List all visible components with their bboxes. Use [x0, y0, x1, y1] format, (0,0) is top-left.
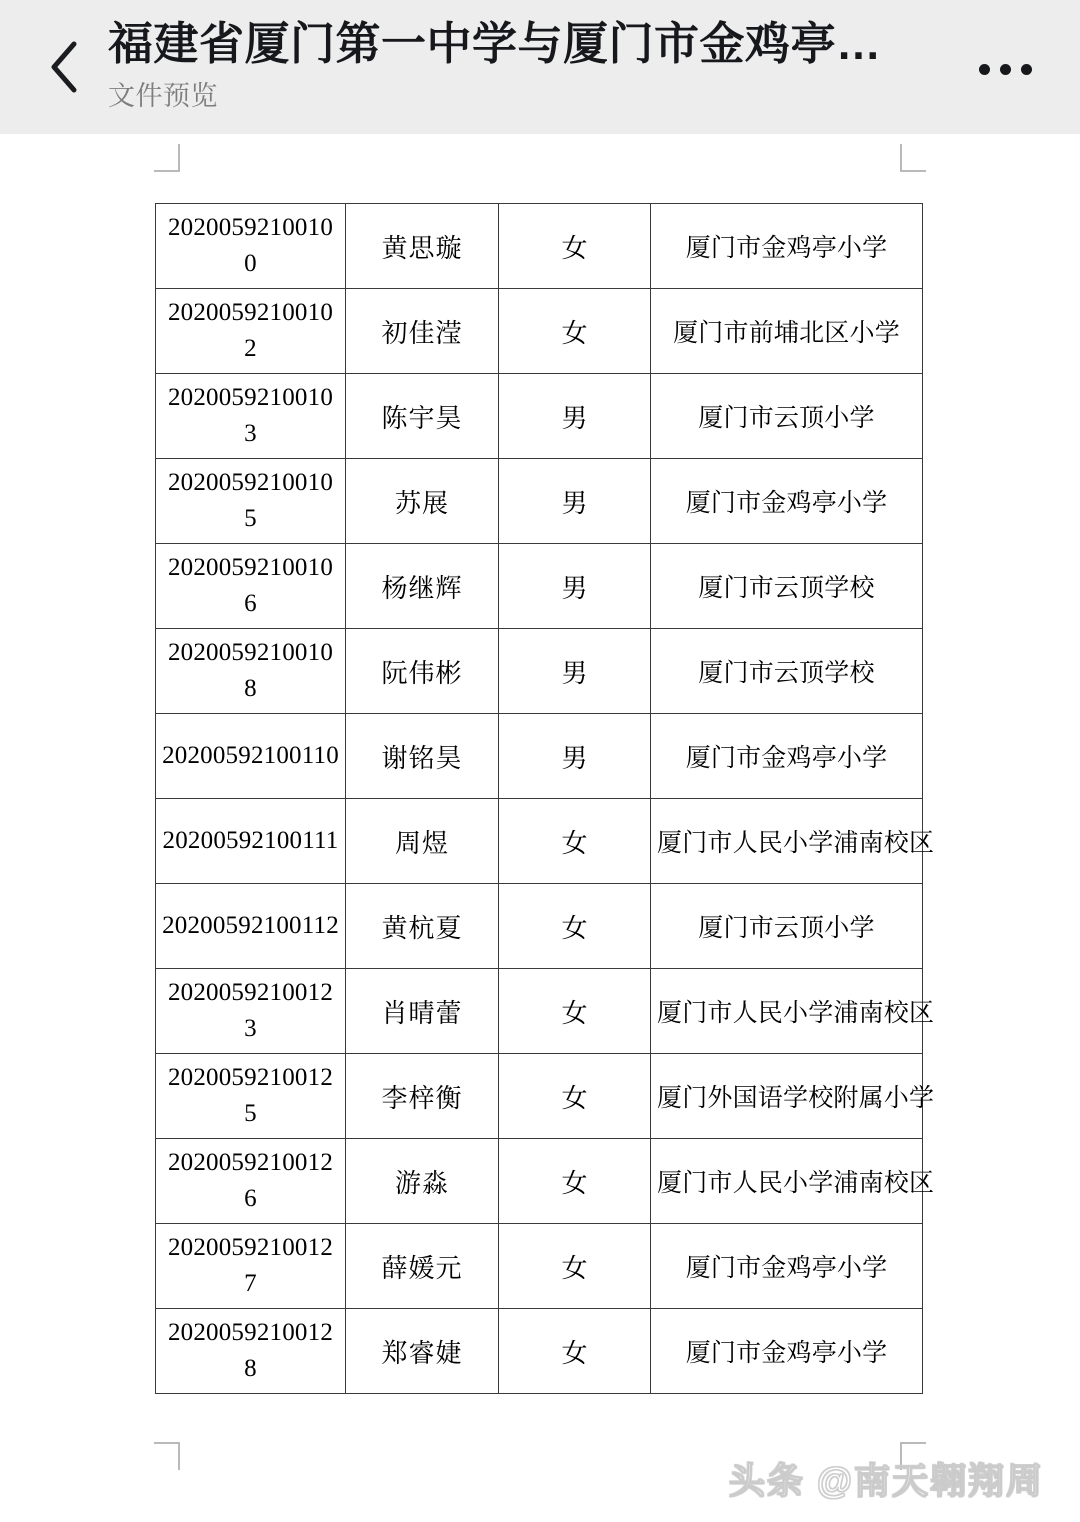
cell-name-text: 谢铭昊 — [381, 743, 463, 773]
more-horizontal-icon-dot-3 — [1021, 64, 1032, 75]
cell-id-text: 20200592100128 — [167, 1319, 334, 1382]
cell-gender-text: 女 — [561, 1253, 588, 1283]
table-cell-school — [651, 374, 923, 459]
page-corner-mark-top-right — [900, 144, 940, 184]
cell-name-text: 初佳滢 — [381, 318, 463, 348]
table-cell-name — [346, 544, 499, 629]
app-bar-text-block — [108, 16, 908, 113]
cell-name-text: 黄杭夏 — [381, 913, 463, 943]
cell-id-text: 20200592100103 — [167, 384, 334, 447]
table-cell-gender — [499, 884, 651, 969]
table-cell-gender — [499, 969, 651, 1054]
table-row — [156, 459, 923, 544]
cell-name-text: 陈宇昊 — [381, 403, 463, 433]
page-title: 福建省厦门第一中学与厦门市金鸡亭… — [108, 18, 882, 69]
table-cell-school — [651, 799, 935, 884]
table-cell-id — [156, 1309, 346, 1394]
cell-id-text: 20200592100102 — [167, 299, 334, 362]
table-cell-id — [156, 884, 346, 969]
table-cell-gender — [499, 289, 651, 374]
cell-name-text: 游淼 — [394, 1168, 449, 1198]
cell-id-text: 20200592100106 — [167, 554, 334, 617]
table-row — [156, 629, 923, 714]
page-subtitle: 文件预览 — [108, 81, 218, 111]
cell-name-text: 阮伟彬 — [381, 658, 463, 688]
student-roster-body — [156, 204, 935, 1394]
table-row — [156, 969, 923, 1054]
cell-school-text: 厦门市前埔北区小学 — [673, 320, 900, 347]
cell-id-text: 20200592100108 — [167, 639, 334, 702]
table-cell-school — [651, 289, 923, 374]
table-cell-id — [156, 544, 346, 629]
cell-name-text: 杨继辉 — [381, 573, 463, 603]
table-cell-id — [156, 629, 346, 714]
app-bar — [0, 0, 1080, 134]
table-cell-name — [346, 459, 499, 544]
table-cell-gender — [499, 374, 651, 459]
cell-name-text: 苏展 — [394, 488, 449, 518]
cell-gender-text: 女 — [561, 998, 588, 1028]
cell-gender-text: 女 — [561, 233, 588, 263]
table-cell-school — [651, 544, 923, 629]
table-cell-school — [651, 629, 923, 714]
cell-gender-text: 男 — [561, 488, 588, 518]
table-row — [156, 1054, 923, 1139]
table-row — [156, 289, 923, 374]
table-cell-school — [651, 1139, 935, 1224]
cell-id-text: 20200592100105 — [167, 469, 334, 532]
table-cell-name — [346, 374, 499, 459]
cell-school-text: 厦门市云顶学校 — [698, 660, 875, 687]
table-cell-name — [346, 1054, 499, 1139]
more-options-button[interactable] — [960, 46, 1050, 92]
table-cell-name — [346, 289, 499, 374]
cell-gender-text: 女 — [561, 318, 588, 348]
cell-school-text: 厦门市人民小学浦南校区 — [657, 830, 935, 857]
table-row — [156, 204, 923, 289]
cell-id-text: 20200592100125 — [167, 1064, 334, 1127]
cell-gender-text: 男 — [561, 403, 588, 433]
cell-gender-text: 女 — [561, 1083, 588, 1113]
table-cell-school — [651, 1224, 923, 1309]
table-cell-name — [346, 204, 499, 289]
table-cell-id — [156, 1224, 346, 1309]
table-cell-gender — [499, 714, 651, 799]
table-cell-school — [651, 884, 923, 969]
table-row — [156, 374, 923, 459]
cell-school-text: 厦门市金鸡亭小学 — [685, 1340, 888, 1367]
more-horizontal-icon-dot-2 — [1000, 64, 1011, 75]
cell-school-text: 厦门市云顶小学 — [698, 915, 875, 942]
cell-school-text: 厦门市金鸡亭小学 — [685, 1255, 888, 1282]
table-cell-name — [346, 884, 499, 969]
table-cell-school — [651, 459, 923, 544]
cell-gender-text: 女 — [561, 828, 588, 858]
cell-name-text: 肖晴蕾 — [381, 998, 463, 1028]
table-cell-school — [651, 204, 923, 289]
table-row — [156, 884, 923, 969]
cell-name-text: 黄思璇 — [381, 233, 463, 263]
table-cell-id — [156, 1139, 346, 1224]
table-cell-id — [156, 289, 346, 374]
cell-school-text: 厦门市云顶学校 — [698, 575, 875, 602]
table-cell-id — [156, 799, 346, 884]
table-cell-gender — [499, 544, 651, 629]
cell-name-text: 薛媛元 — [381, 1253, 463, 1283]
table-row — [156, 799, 923, 884]
cell-id-text: 20200592100100 — [167, 214, 334, 277]
table-cell-name — [346, 1309, 499, 1394]
cell-gender-text: 男 — [561, 658, 588, 688]
cell-name-text: 李梓衡 — [381, 1083, 463, 1113]
cell-id-text: 20200592100110 — [162, 742, 339, 769]
table-cell-school — [651, 1054, 935, 1139]
cell-school-text: 厦门市金鸡亭小学 — [685, 490, 888, 517]
cell-gender-text: 女 — [561, 913, 588, 943]
table-row — [156, 1139, 923, 1224]
cell-gender-text: 女 — [561, 1338, 588, 1368]
cell-school-text: 厦门市云顶小学 — [698, 405, 875, 432]
cell-school-text: 厦门市金鸡亭小学 — [685, 235, 888, 262]
table-cell-school — [651, 1309, 923, 1394]
cell-school-text: 厦门市人民小学浦南校区 — [657, 1170, 935, 1197]
cell-id-text: 20200592100123 — [167, 979, 334, 1042]
table-row — [156, 1224, 923, 1309]
table-cell-gender — [499, 629, 651, 714]
cell-school-text: 厦门外国语学校附属小学 — [657, 1085, 935, 1112]
cell-id-text: 20200592100111 — [162, 827, 339, 854]
table-row — [156, 714, 923, 799]
table-cell-school — [651, 969, 935, 1054]
page-corner-mark-top-left — [140, 144, 180, 184]
chevron-left-icon — [47, 39, 81, 95]
table-cell-id — [156, 1054, 346, 1139]
table-cell-gender — [499, 1224, 651, 1309]
table-cell-id — [156, 459, 346, 544]
cell-name-text: 周煜 — [394, 828, 449, 858]
cell-gender-text: 男 — [561, 743, 588, 773]
table-cell-gender — [499, 1309, 651, 1394]
table-cell-id — [156, 969, 346, 1054]
table-cell-gender — [499, 204, 651, 289]
cell-id-text: 20200592100112 — [162, 912, 339, 939]
table-cell-name — [346, 799, 499, 884]
cell-id-text: 20200592100127 — [167, 1234, 334, 1297]
cell-id-text: 20200592100126 — [167, 1149, 334, 1212]
table-cell-id — [156, 374, 346, 459]
cell-school-text: 厦门市人民小学浦南校区 — [657, 1000, 935, 1027]
table-cell-gender — [499, 799, 651, 884]
table-cell-name — [346, 969, 499, 1054]
watermark: 头条 @南天翱翔周 — [728, 1460, 1044, 1501]
back-button[interactable] — [28, 30, 100, 104]
cell-school-text: 厦门市金鸡亭小学 — [685, 745, 888, 772]
student-roster-table — [155, 203, 935, 1394]
table-cell-id — [156, 714, 346, 799]
table-cell-gender — [499, 1054, 651, 1139]
table-cell-gender — [499, 459, 651, 544]
table-cell-gender — [499, 1139, 651, 1224]
page-corner-mark-bottom-left — [140, 1430, 180, 1470]
table-cell-id — [156, 204, 346, 289]
table-row — [156, 1309, 923, 1394]
cell-name-text: 郑睿婕 — [381, 1338, 463, 1368]
table-cell-name — [346, 629, 499, 714]
table-row — [156, 544, 923, 629]
cell-gender-text: 女 — [561, 1168, 588, 1198]
table-cell-name — [346, 1224, 499, 1309]
table-cell-school — [651, 714, 923, 799]
table-cell-name — [346, 1139, 499, 1224]
table-cell-name — [346, 714, 499, 799]
more-horizontal-icon-dot-1 — [979, 64, 990, 75]
cell-gender-text: 男 — [561, 573, 588, 603]
document-preview-page[interactable] — [0, 134, 1080, 1522]
